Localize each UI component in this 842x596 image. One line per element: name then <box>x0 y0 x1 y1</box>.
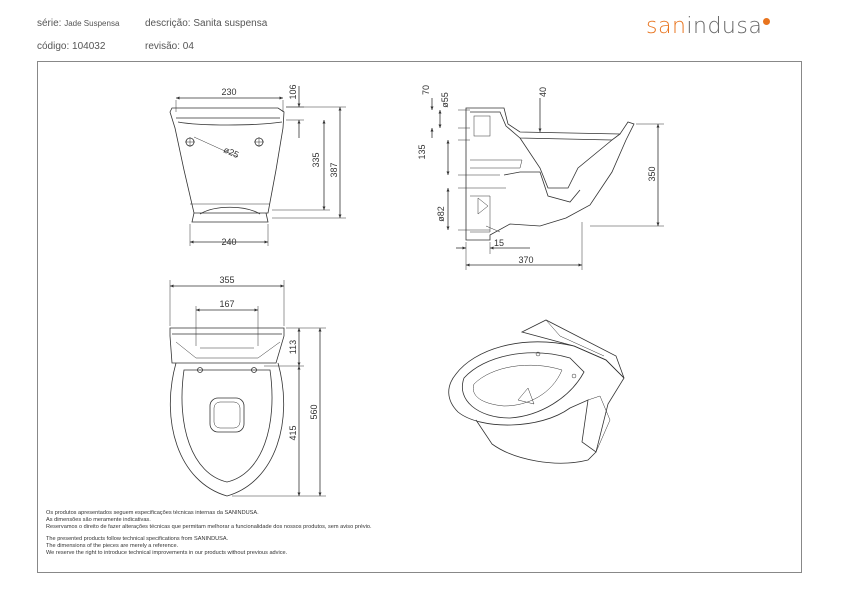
dim-side-55: ø55 <box>440 92 450 108</box>
top-flush-outlet <box>210 398 244 432</box>
dim-side-135: 135 <box>417 144 427 160</box>
side-view <box>432 98 664 270</box>
revisao-value: 04 <box>182 41 194 52</box>
perspective-view <box>449 320 624 463</box>
dim-top-total-width: 355 <box>219 275 235 285</box>
dim-top-113: 113 <box>288 339 298 355</box>
note-en-1: The presented products follow technical specifications from SANINDUSA. <box>46 536 229 542</box>
notes-pt <box>46 510 372 531</box>
codigo-value: 104032 <box>72 41 106 52</box>
dim-front-top-width: 230 <box>221 87 237 97</box>
dim-side-370: 370 <box>518 255 534 265</box>
codigo-label: código: <box>37 41 70 52</box>
dim-front-inner-height: 335 <box>311 152 321 168</box>
dim-front-total-height: 387 <box>329 162 339 178</box>
serie-label: série: <box>37 18 62 29</box>
note-pt-1: Os produtos apresentados seguem especificações técnicas internas da SANINDUSA. <box>46 510 259 516</box>
logo-part-san: san <box>646 14 687 39</box>
descricao-label: descrição: <box>145 18 191 29</box>
notes-en <box>46 536 372 557</box>
dim-side-82: ø82 <box>436 206 446 222</box>
dim-side-40: 40 <box>538 86 548 98</box>
note-en-3: We reserve the right to introduce technical improvements in our products without previous advice. <box>46 550 288 556</box>
dim-front-hole: ø25 <box>222 144 241 160</box>
dim-top-inner-width: 167 <box>219 299 235 309</box>
dim-top-560: 560 <box>309 404 319 420</box>
dim-front-bottom-width: 240 <box>221 237 237 247</box>
logo-part-indusa: indusa <box>686 14 763 39</box>
dim-side-15: 15 <box>493 238 505 248</box>
disclaimer-notes <box>46 510 372 562</box>
note-pt-2: As dimensões são meramente indicativas. <box>46 517 151 523</box>
revisao-label: revisão: <box>145 41 181 52</box>
descricao-value: Sanita suspensa <box>193 18 268 29</box>
note-pt-3: Reservamos o direito de fazer alterações técnicas que permitam melhorar a funcionalidade dos nossos produtos, sem aviso prévio. <box>46 524 372 530</box>
dim-front-top-height: 106 <box>288 84 298 100</box>
dim-side-70: 70 <box>421 84 431 96</box>
dim-top-415: 415 <box>288 425 298 441</box>
dim-side-350: 350 <box>647 166 657 182</box>
note-en-2: The dimensions of the pieces are merely a reference. <box>46 543 179 549</box>
top-view <box>170 280 326 496</box>
dimension-labels <box>219 84 657 440</box>
serie-value: Jade Suspensa <box>64 19 120 28</box>
